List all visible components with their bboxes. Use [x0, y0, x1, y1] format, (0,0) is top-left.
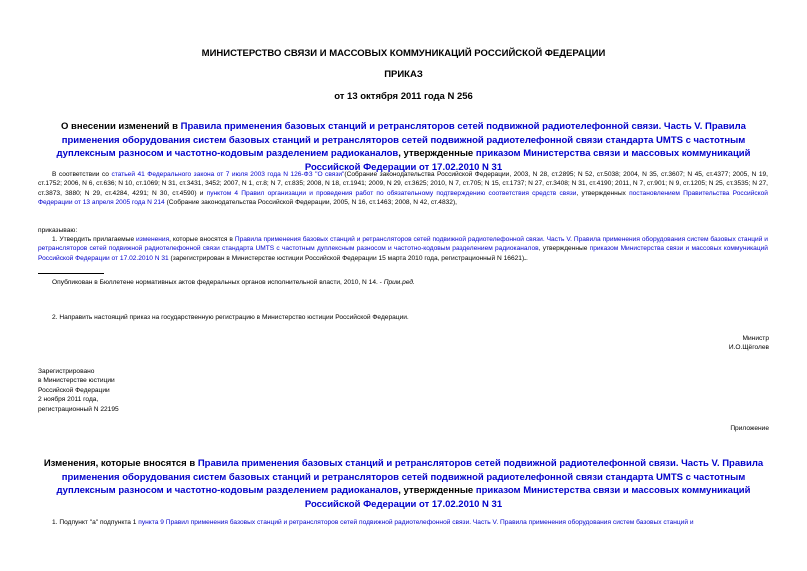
- preamble-decree-link[interactable]: постановлением Правительства Российской Федерации от 13 апреля 2005 года N 214: [38, 189, 768, 207]
- order-title-prefix: О внесении изменений в: [61, 121, 181, 132]
- signature-role: Министр: [742, 335, 769, 342]
- footnote-text: Опубликован в Бюллетене нормативных актов федеральных органов исполнительной власти, 2010, N 14. -: [52, 279, 384, 286]
- registration-line-2: в Министерстве юстиции: [38, 377, 115, 385]
- date-number-heading: от 13 октября 2011 года N 256: [334, 91, 473, 102]
- registration-line-3: Российской Федерации: [38, 386, 110, 394]
- preamble-paragraph: [38, 170, 768, 208]
- final-item-text: 1. Подпункт "а" подпункта 1: [52, 519, 139, 526]
- item-1-footnote-ref[interactable]: .: [524, 254, 526, 262]
- item-1-text-2: , которые вносятся в: [169, 236, 235, 243]
- changes-title-order-link[interactable]: приказом Министерства связи и массовых коммуникаций Российской Федерации от 17.02.2010 N 31: [304, 485, 751, 510]
- preamble-text-3: , утвержденных: [576, 189, 630, 197]
- registration-block: [38, 367, 119, 414]
- doc-type-heading: ПРИКАЗ: [384, 69, 423, 80]
- orders-label: приказываю:: [38, 227, 78, 234]
- changes-title-prefix: Изменения, которые вносятся в: [43, 458, 198, 469]
- order-title-order-link[interactable]: приказом Министерства связи и массовых коммуникаций Российской Федерации от 17.02.2010 N 31: [304, 148, 751, 173]
- footnote-divider: [38, 273, 104, 274]
- preamble-text-1: В соответствии со: [52, 171, 112, 178]
- item-1-text-4: (зарегистрирован в Министерстве юстиции Российской Федерации 15 марта 2010 года, регистрационный N 16621): [168, 254, 525, 262]
- final-item-paragraph: [38, 518, 768, 527]
- item-1-changes-link[interactable]: изменения: [136, 236, 170, 243]
- order-title: [36, 120, 771, 174]
- ministry-heading: МИНИСТЕРСТВО СВЯЗИ И МАССОВЫХ КОММУНИКАЦИЙ РОССИЙСКОЙ ФЕДЕРАЦИИ: [201, 48, 606, 59]
- registration-line-4: 2 ноября 2011 года,: [38, 396, 99, 404]
- changes-title: [36, 457, 771, 511]
- item-1-paragraph: [38, 235, 768, 263]
- registration-line-5: регистрационный N 22195: [38, 405, 119, 413]
- signature-name: И.О.Щёголев: [728, 344, 769, 352]
- order-title-middle: , утвержденные: [398, 148, 476, 159]
- item-2-paragraph: 2. Направить настоящий приказ на государственную регистрацию в Министерство юстиции Российской Федерации.: [52, 314, 409, 321]
- item-1-rules-link[interactable]: Правила применения базовых станций и ретрансляторов сетей подвижной радиотелефонной связи. Часть V. Правила применения оборудования систем базовых станций и ретрансляторов сетей подвижной радиотелефонной связи стандарта UMTS с частотным дуплексным разносом и частотно-кодовым разделением радиоканалов: [38, 236, 768, 253]
- preamble-text-4: (Собрание законодательства Российской Федерации, 2005, N 16, ст.1463; 2008, N 42, ст.4832),: [164, 199, 457, 207]
- registration-line-1: Зарегистрировано: [38, 368, 95, 375]
- order-title-rules-link[interactable]: Правила применения базовых станций и ретрансляторов сетей подвижной радиотелефонной связи. Часть V. Правила применения оборудования систем базовых станций и ретрансляторов сетей подвижной радиотелефонной связи стандарта UMTS с частотным дуплексным разносом и частотно-кодовым разделением радиоканалов: [56, 121, 746, 159]
- item-1-text-end: .: [526, 254, 528, 262]
- preamble-rules-link[interactable]: пунктом 4 Правил организации и проведения работ по обязательному подтверждению соответствия средств связи: [206, 189, 577, 197]
- final-item-rules-link[interactable]: пункта 9 Правил применения базовых станций и ретрансляторов сетей подвижной радиотелефонной связи. Часть V. Правила применения оборудования систем базовых станций и: [138, 519, 694, 526]
- appendix-label: Приложение: [730, 425, 769, 432]
- item-1-text-3: , утвержденные: [538, 245, 590, 253]
- item-1-text-1: 1. Утвердить прилагаемые: [52, 236, 137, 243]
- changes-title-middle: , утвержденные: [398, 485, 476, 496]
- changes-title-rules-link[interactable]: Правила применения базовых станций и ретрансляторов сетей подвижной радиотелефонной связи. Часть V. Правила применения оборудования систем базовых станций и ретрансляторов сетей подвижной радиотелефонной связи стандарта UMTS с частотным дуплексным разносом и частотно-кодовым разделением радиоканалов: [56, 458, 764, 496]
- footnote-note: Прим.ред.: [383, 279, 415, 286]
- item-1-order-link[interactable]: приказом Министерства связи и массовых коммуникаций Российской Федерации от 17.02.2010 N 31: [38, 245, 768, 262]
- signature-block: [729, 334, 769, 353]
- preamble-text-2: (Собрание законодательства Российской Федерации, 2003, N 28, ст.2895; N 52, ст.5038; 2004, N 35, ст.3607; N 45, ст.4377; 2005, N 19, ст.1752; 2006, N 6, ст.636; N 10, ст.1069; N 31, ст.3431, 3452; 2007, N 1, ст.8; N 7, ст.835; 2008, N 18, ст.1941; 2009, N 29, ст.3625; 2010, N 7, ст.705; N 15, ст.1737; N 27, ст.3408; N 31, ст.4190; 2011, N 7, ст.901; N 9, ст.1205; N 25, ст.3535; N 27, ст.3873, 3880; N 29, ст.4284, 4291; N 30, ст.4590) и: [38, 171, 768, 197]
- preamble-law-link[interactable]: статьей 41 Федерального закона от 7 июля 2003 года N 126-ФЗ "О связи": [111, 171, 345, 178]
- footnote: [52, 278, 768, 287]
